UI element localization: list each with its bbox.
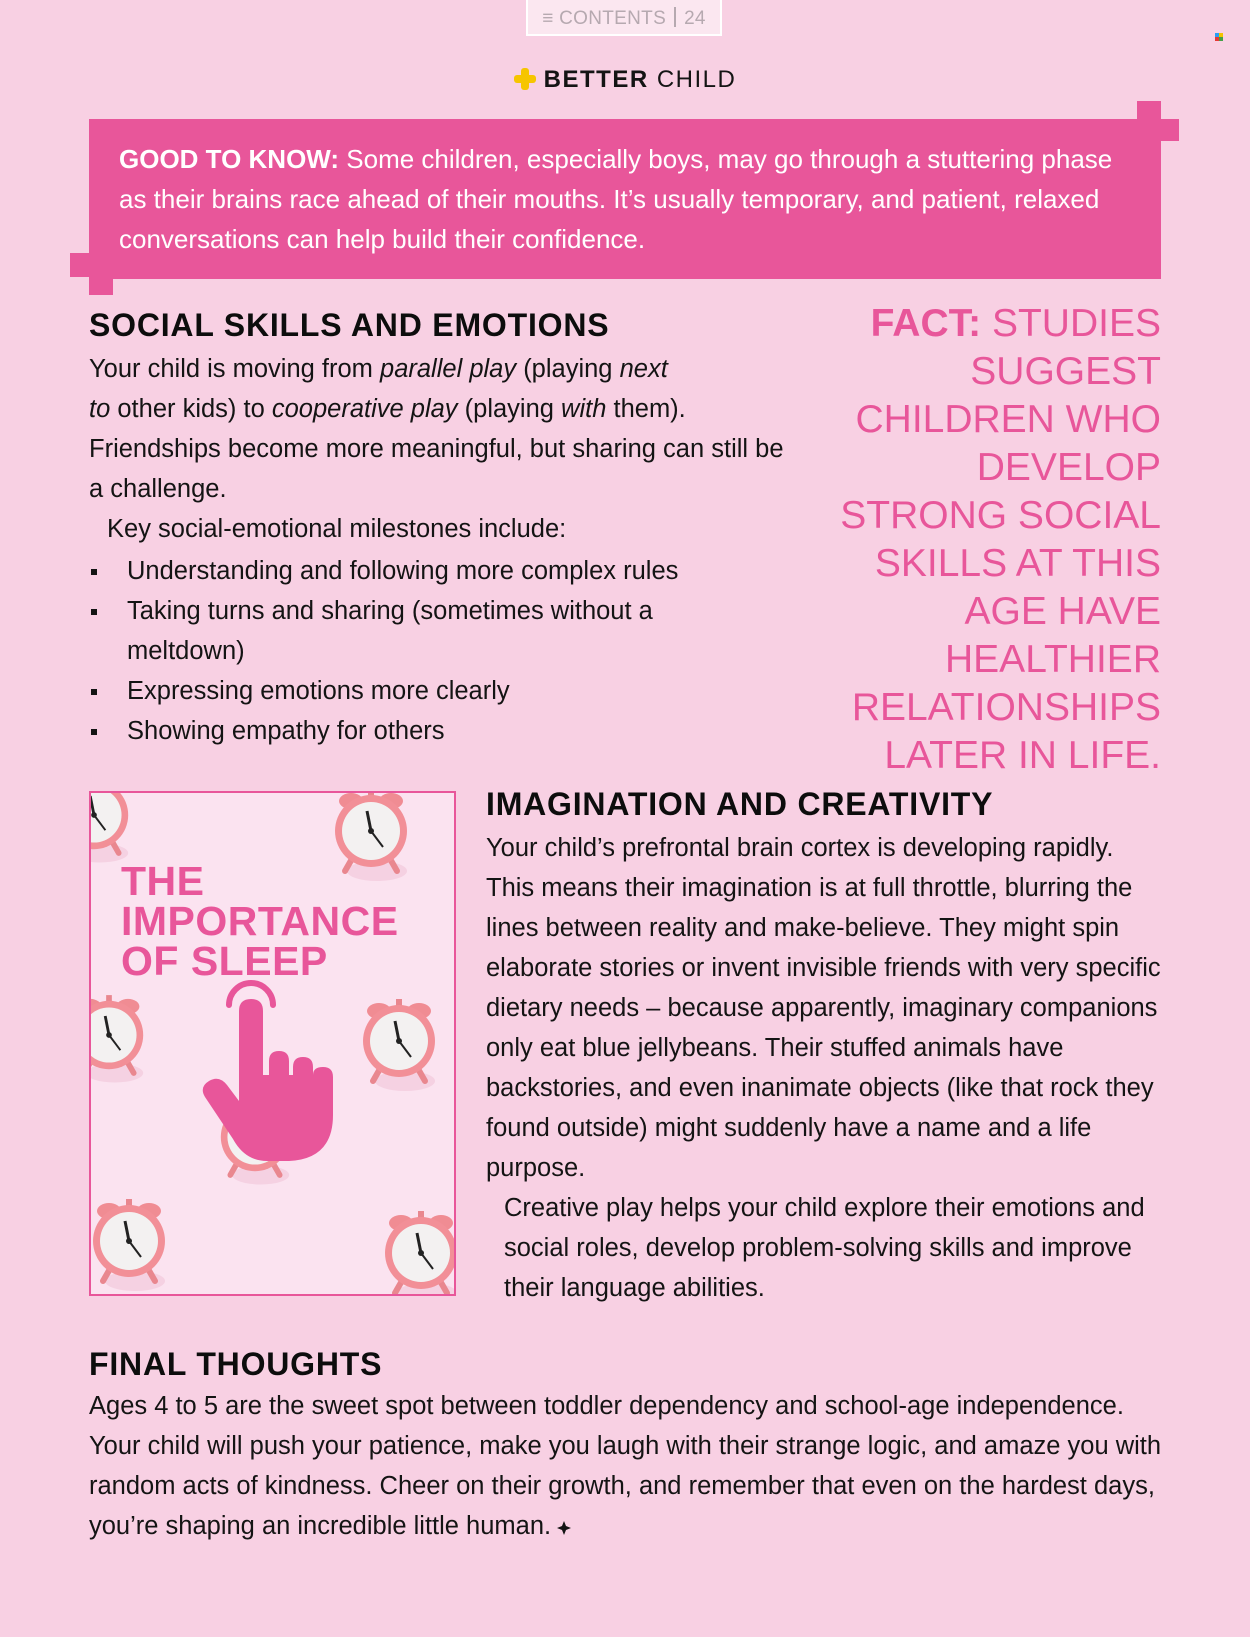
good-to-know-box — [89, 119, 1161, 279]
good-to-know-lead: GOOD TO KNOW: — [119, 144, 340, 174]
imagination-body — [486, 828, 1166, 1308]
social-intro-paragraph — [89, 349, 789, 509]
imagination-paragraph: Creative play helps your child explore their emotions and social roles, develop problem-solving skills and improve their language abilities. — [504, 1194, 1145, 1302]
sleep-card-title — [121, 858, 399, 984]
contents-label: ≡ CONTENTS — [542, 8, 667, 29]
sleep-title-line: OF SLEEP — [121, 938, 328, 984]
final-thoughts-paragraph — [89, 1386, 1179, 1546]
text-run-italic: parallel play — [380, 355, 517, 383]
fact-lead: FACT: — [870, 302, 982, 345]
milestones-list — [89, 551, 779, 751]
decorative-block — [70, 253, 89, 277]
final-thoughts-body — [89, 1386, 1179, 1546]
list-item: Showing empathy for others — [89, 711, 779, 751]
fact-pull-quote — [800, 300, 1161, 780]
section-brand — [0, 66, 1250, 94]
decorative-block — [89, 279, 113, 295]
list-item: Expressing emotions more clearly — [89, 671, 779, 711]
page-number: 24 — [684, 8, 706, 29]
fact-text: STUDIES SUGGEST CHILDREN WHO DEVELOP STRONG SOCIAL SKILLS AT THIS AGE HAVE HEALTHIER RELATIONSHIPS LATER IN LIFE. — [840, 302, 1161, 777]
final-thoughts-text: Ages 4 to 5 are the sweet spot between toddler dependency and school-age independence. Your child will push your patience, make you laugh with their strange logic, and amaze you with random acts of kindness. Cheer on their growth, and remember that even on the hardest days, you’re shaping an incredible little human. — [89, 1392, 1162, 1540]
imagination-heading: IMAGINATION AND CREATIVITY — [486, 786, 994, 822]
good-to-know-body: Some children, especially boys, may go through a stuttering phase as their brains race ahead of their mouths. It’s usually temporary, and patient, relaxed conversations can help build their confidence. — [119, 144, 1113, 254]
text-run-italic: next — [619, 355, 668, 383]
color-dots-icon — [1215, 33, 1223, 41]
decorative-block — [1137, 101, 1161, 119]
good-to-know-text — [119, 139, 1129, 259]
brand-bold: BETTER — [543, 66, 649, 93]
brand-light: CHILD — [656, 66, 737, 93]
milestones-intro: Key social-emotional milestones include: — [107, 515, 567, 543]
decorative-block — [1161, 119, 1179, 141]
plus-icon — [514, 68, 536, 90]
contents-button[interactable] — [526, 0, 722, 36]
list-item: Understanding and following more complex rules — [89, 551, 779, 591]
importance-of-sleep-card[interactable] — [89, 791, 456, 1296]
text-run-italic: with — [561, 395, 607, 423]
text-run: Your child is moving from — [89, 355, 381, 383]
text-run-italic: cooperative play — [271, 395, 458, 423]
text-run-italic: to — [89, 395, 111, 423]
text-run: other kids) to — [110, 395, 272, 423]
imagination-paragraph: Your child’s prefrontal brain cortex is developing rapidly. This means their imagination is at full throttle, blurring the lines between reality and make-believe. They might spin elaborate stories or invent invisible friends with very specific dietary needs – because apparently, imaginary companions only eat blue jellybeans. Their stuffed animals have backstories, and even inanimate objects (like that rock they found outside) might suddenly have a name and a life purpose. — [486, 834, 1161, 1182]
text-run: (playing — [457, 395, 562, 423]
social-heading: SOCIAL SKILLS AND EMOTIONS — [89, 307, 610, 343]
list-item: Taking turns and sharing (sometimes without a meltdown) — [89, 591, 779, 671]
divider — [674, 7, 676, 27]
final-thoughts-heading: FINAL THOUGHTS — [89, 1346, 383, 1382]
social-paragraph — [89, 349, 789, 549]
text-run: (playing — [516, 355, 620, 383]
end-mark-icon — [557, 1521, 571, 1535]
text-run: them). Friendships become more meaningful, but sharing can still be a challenge. — [89, 395, 784, 503]
sleep-title-line: IMPORTANCE — [121, 898, 399, 944]
sleep-title-line: THE — [121, 858, 205, 904]
